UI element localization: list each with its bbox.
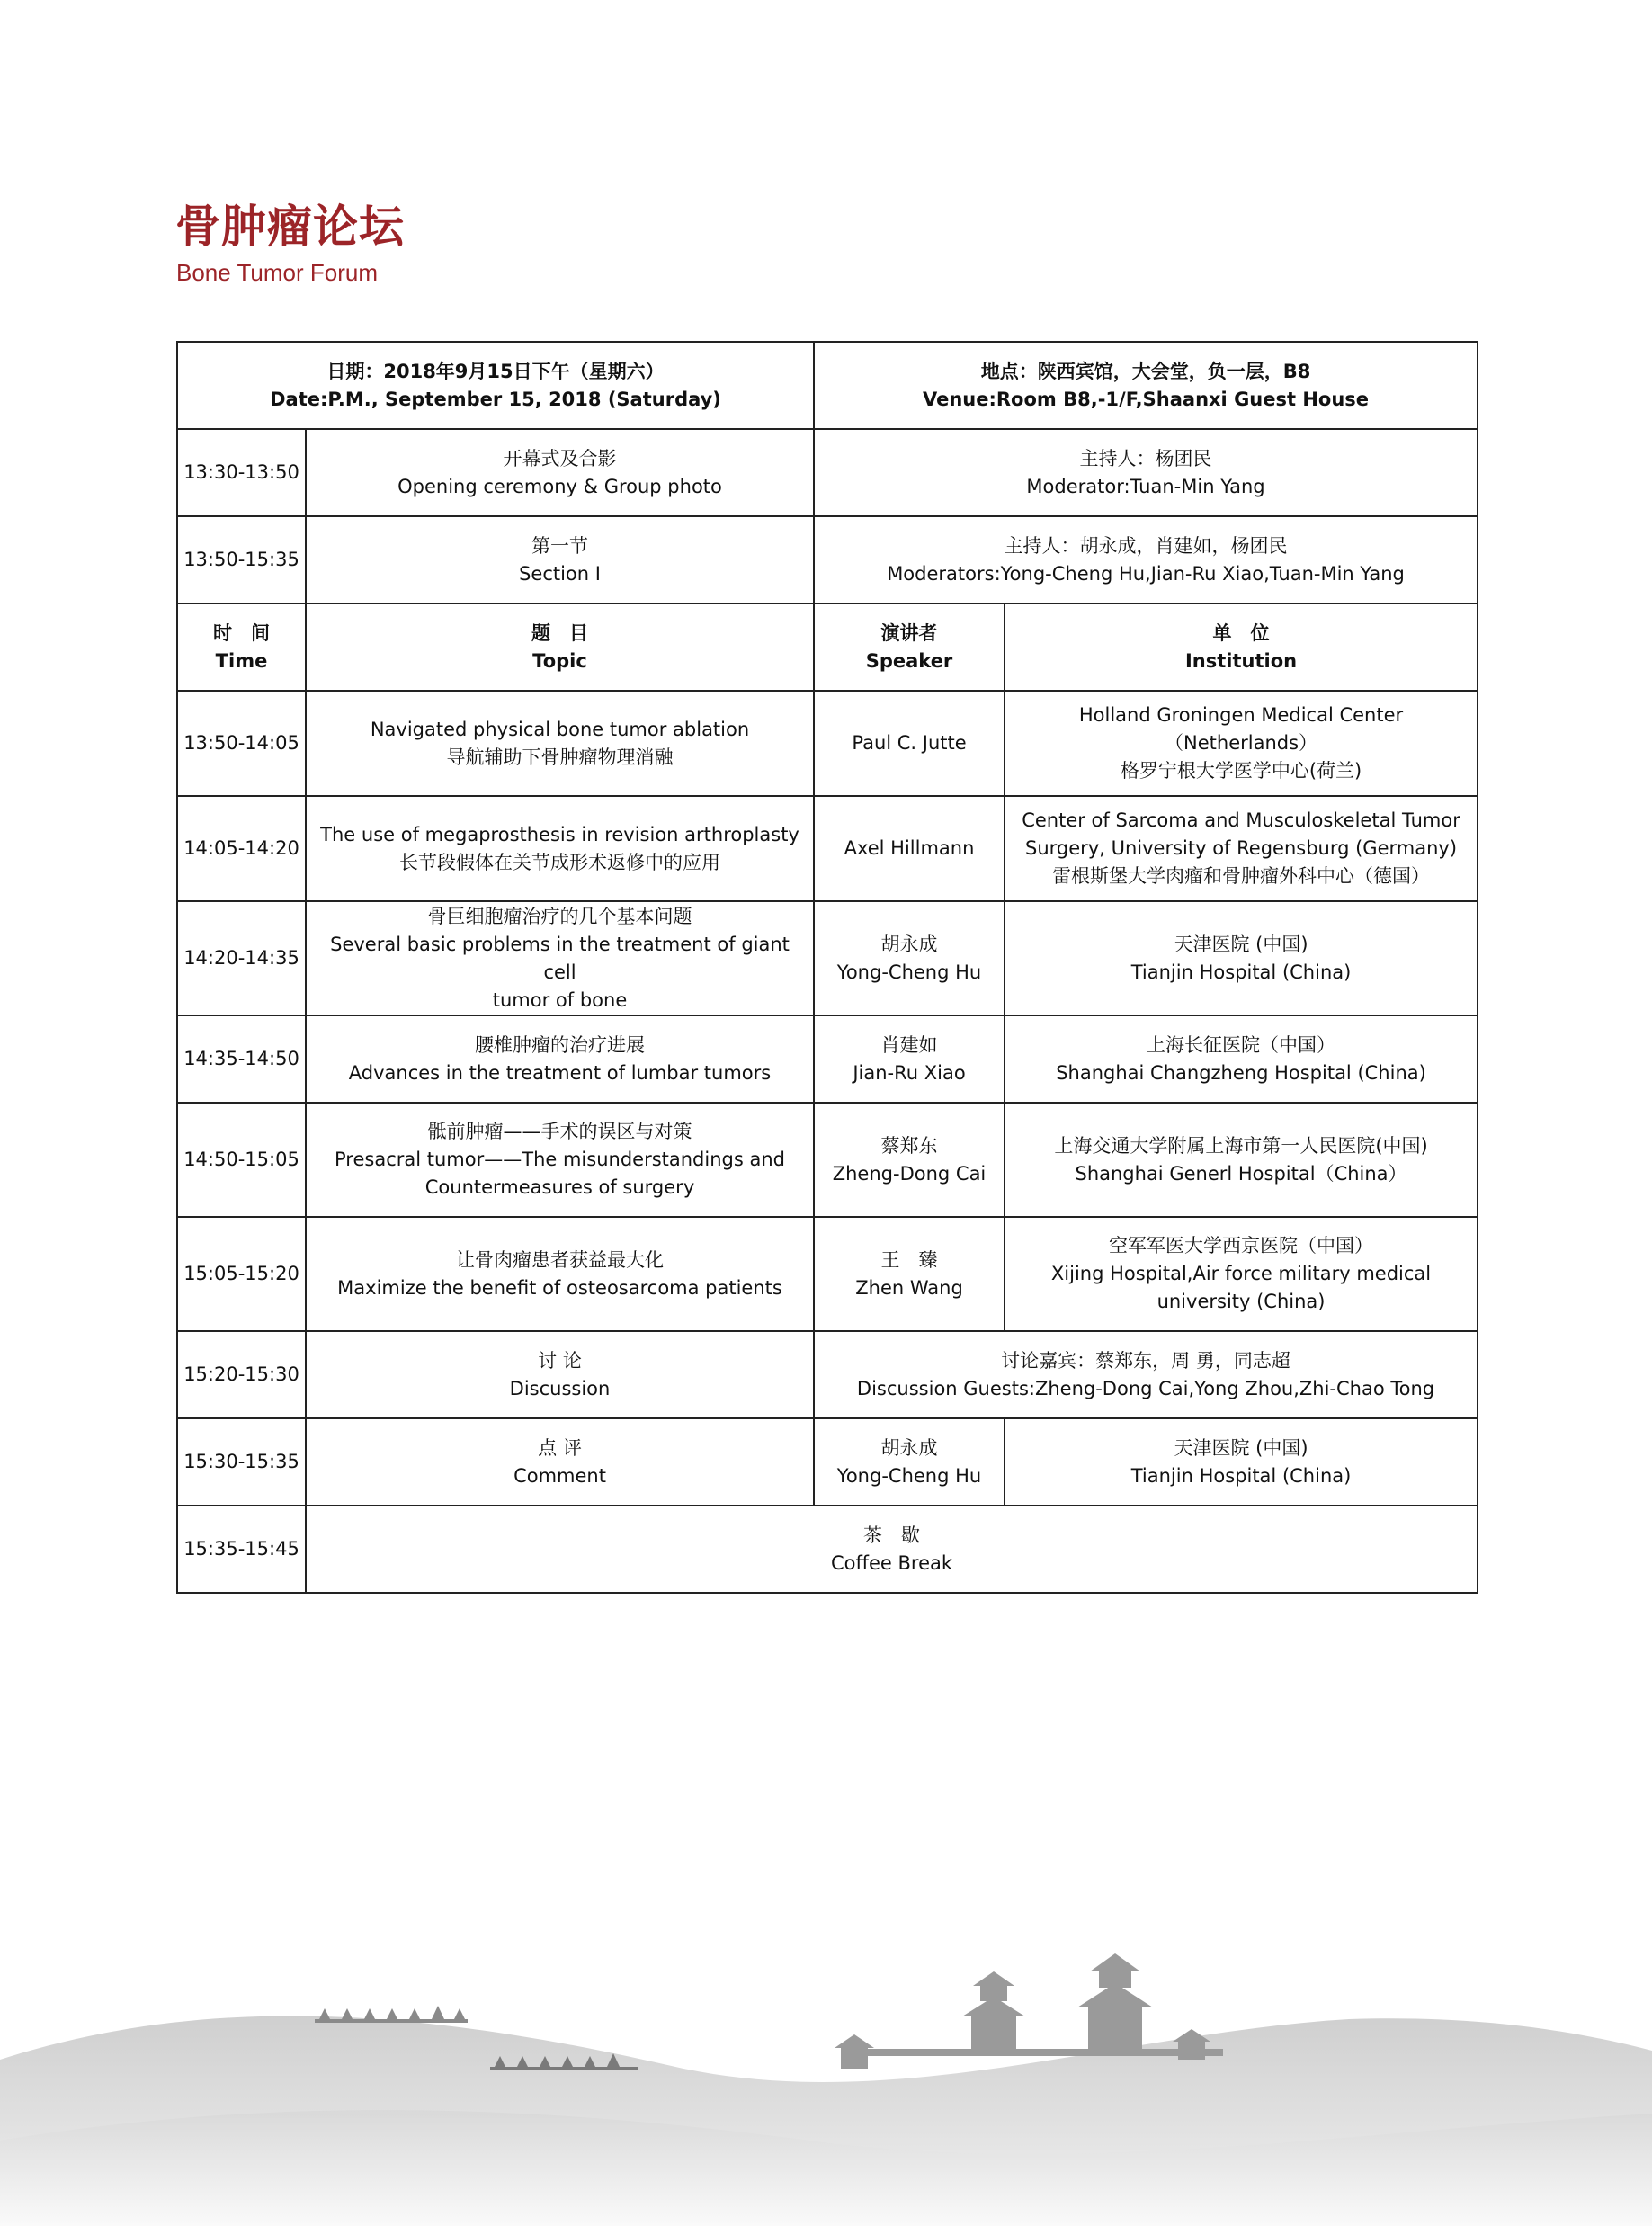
topic-cell <box>306 1418 814 1506</box>
institution-header <box>1005 603 1478 691</box>
topic-cell <box>306 1015 814 1103</box>
topic-cn: 点 评 <box>538 1436 582 1459</box>
speaker-line: 蔡郑东 <box>880 1134 938 1157</box>
guests-cn: 讨论嘉宾：蔡郑东，周 勇，同志超 <box>1001 1349 1290 1372</box>
institution-line: Surgery, University of Regensburg (Germany) <box>1025 837 1458 859</box>
talk-row <box>177 1103 1478 1217</box>
time-cell: 15:20-15:30 <box>177 1331 306 1418</box>
time-cell: 14:35-14:50 <box>177 1015 306 1103</box>
speaker-line: Zheng-Dong Cai <box>832 1162 987 1185</box>
guests-en: Discussion Guests:Zheng-Dong Cai,Yong Zhou,Zhi-Chao Tong <box>856 1377 1435 1399</box>
date-cn: 日期：2018年9月15日下午（星期六） <box>326 360 665 382</box>
time-header-en: Time <box>215 649 268 672</box>
time-header-cn: 时 间 <box>213 621 270 644</box>
institution-line: Holland Groningen Medical Center <box>1078 704 1404 726</box>
topic-line: Advances in the treatment of lumbar tumors <box>348 1061 772 1084</box>
topic-cell <box>306 429 814 516</box>
topic-line: 骶前肿瘤——手术的误区与对策 <box>427 1121 692 1142</box>
forum-title-en: Bone Tumor Forum <box>176 259 378 286</box>
topic-cell <box>306 796 814 901</box>
date-venue-row <box>177 342 1478 429</box>
time-cell: 14:50-15:05 <box>177 1103 306 1217</box>
speaker-cell <box>814 1217 1005 1331</box>
speaker-line: Paul C. Jutte <box>852 732 967 754</box>
topic-en: Discussion <box>509 1377 611 1399</box>
speaker-cell <box>814 1418 1005 1506</box>
talk-row <box>177 691 1478 796</box>
institution-line: 天津医院 (中国) <box>1174 933 1308 955</box>
topic-en: Section I <box>519 562 601 585</box>
institution-line: 空军军医大学西京医院（中国） <box>1109 1235 1374 1256</box>
institution-line: Shanghai Generl Hospital（China） <box>1075 1162 1407 1185</box>
topic-line: 腰椎肿瘤的治疗进展 <box>475 1033 645 1056</box>
discussion-guests-cell <box>814 1331 1478 1418</box>
break-en: Coffee Break <box>831 1551 953 1574</box>
time-cell: 15:30-15:35 <box>177 1418 306 1506</box>
topic-cell <box>306 516 814 603</box>
coffee-break-row <box>177 1506 1478 1593</box>
institution-line: Xijing Hospital,Air force military medical <box>1050 1263 1432 1284</box>
institution-cn: 天津医院 (中国) <box>1174 1436 1308 1459</box>
institution-cell <box>1005 1217 1478 1331</box>
forum-title-cn: 骨肿瘤论坛 <box>175 201 405 253</box>
topic-line: 骨巨细胞瘤治疗的几个基本问题 <box>427 905 692 927</box>
topic-cn: 讨 论 <box>538 1349 582 1372</box>
section-row <box>177 516 1478 603</box>
desert-landscape-illustration <box>0 1934 1652 2226</box>
topic-cn: 第一节 <box>531 534 588 557</box>
institution-cell <box>1005 901 1478 1015</box>
moderator-cell <box>814 429 1478 516</box>
institution-line: 上海交通大学附属上海市第一人民医院(中国) <box>1054 1134 1428 1157</box>
topic-cell <box>306 691 814 796</box>
speaker-cell <box>814 1015 1005 1103</box>
time-header <box>177 603 306 691</box>
discussion-row <box>177 1331 1478 1418</box>
topic-line: tumor of bone <box>492 988 628 1011</box>
time-cell: 14:05-14:20 <box>177 796 306 901</box>
topic-header-en: Topic <box>532 649 587 672</box>
institution-cell <box>1005 796 1478 901</box>
talk-row <box>177 1217 1478 1331</box>
speaker-header <box>814 603 1005 691</box>
talk-row <box>177 796 1478 901</box>
speaker-cell <box>814 691 1005 796</box>
institution-line: university (China) <box>1156 1291 1326 1312</box>
topic-line: Presacral tumor——The misunderstandings and <box>335 1149 785 1170</box>
speaker-line: Jian-Ru Xiao <box>853 1061 966 1084</box>
moderators-en: Moderators:Yong-Cheng Hu,Jian-Ru Xiao,Tuan-Min Yang <box>887 562 1405 585</box>
institution-line: 上海长征医院（中国） <box>1147 1033 1336 1056</box>
topic-header <box>306 603 814 691</box>
speaker-cell <box>814 796 1005 901</box>
topic-en: Opening ceremony & Group photo <box>397 475 722 497</box>
time-cell: 13:50-14:05 <box>177 691 306 796</box>
speaker-cell <box>814 1103 1005 1217</box>
speaker-cn: 胡永成 <box>880 1436 938 1459</box>
institution-cell <box>1005 1015 1478 1103</box>
venue-en: Venue:Room B8,-1/F,Shaanxi Guest House <box>923 388 1370 410</box>
pagoda-towers <box>835 1953 1223 2069</box>
topic-cell <box>306 1217 814 1331</box>
comment-row <box>177 1418 1478 1506</box>
break-cell <box>306 1506 1478 1593</box>
topic-cell <box>306 901 814 1015</box>
time-cell: 15:05-15:20 <box>177 1217 306 1331</box>
speaker-line: Axel Hillmann <box>844 837 975 859</box>
institution-line: 雷根斯堡大学肉瘤和骨肿瘤外科中心（德国） <box>1052 865 1431 887</box>
institution-header-en: Institution <box>1184 649 1298 672</box>
speaker-line: 肖建如 <box>880 1033 938 1056</box>
topic-cell <box>306 1331 814 1418</box>
speaker-header-cn: 演讲者 <box>880 621 938 644</box>
date-en: Date:P.M., September 15, 2018 (Saturday) <box>270 388 721 410</box>
institution-line: （Netherlands） <box>1165 732 1318 754</box>
institution-line: Center of Sarcoma and Musculoskeletal Tumor <box>1022 809 1460 831</box>
talk-row <box>177 1015 1478 1103</box>
camel-caravan-top <box>315 2006 468 2023</box>
topic-line: Countermeasures of surgery <box>424 1176 695 1198</box>
venue-cell <box>814 342 1478 429</box>
program-table <box>176 341 1478 1594</box>
talk-row <box>177 901 1478 1015</box>
column-header-row <box>177 603 1478 691</box>
topic-line: 让骨肉瘤患者获益最大化 <box>456 1248 664 1271</box>
venue-cn: 地点：陕西宾馆，大会堂，负一层，B8 <box>980 360 1311 382</box>
break-cn: 茶 歇 <box>863 1524 921 1546</box>
institution-cell <box>1005 1418 1478 1506</box>
institution-en: Tianjin Hospital (China) <box>1130 1464 1352 1487</box>
moderator-cn: 主持人：杨团民 <box>1079 447 1212 469</box>
topic-cell <box>306 1103 814 1217</box>
topic-line: Several basic problems in the treatment of giant cell <box>330 933 790 983</box>
speaker-line: Zhen Wang <box>855 1276 963 1299</box>
time-cell: 14:20-14:35 <box>177 901 306 1015</box>
institution-line: 格罗宁根大学医学中心(荷兰) <box>1120 760 1362 782</box>
topic-line: Maximize the benefit of osteosarcoma patients <box>337 1276 782 1299</box>
topic-cn: 开幕式及合影 <box>503 447 617 469</box>
speaker-cell <box>814 901 1005 1015</box>
time-cell: 13:50-15:35 <box>177 516 306 603</box>
time-cell: 13:30-13:50 <box>177 429 306 516</box>
topic-line: The use of megaprosthesis in revision arthroplasty <box>320 823 799 845</box>
topic-line: Navigated physical bone tumor ablation <box>370 718 750 740</box>
speaker-header-en: Speaker <box>865 649 953 672</box>
institution-header-cn: 单 位 <box>1212 621 1270 644</box>
speaker-en: Yong-Cheng Hu <box>836 1464 982 1487</box>
speaker-line: Yong-Cheng Hu <box>836 961 982 983</box>
topic-header-cn: 题 目 <box>531 621 588 644</box>
topic-en: Comment <box>513 1464 606 1487</box>
institution-line: Shanghai Changzheng Hospital (China) <box>1056 1061 1426 1084</box>
topic-line: 导航辅助下骨肿瘤物理消融 <box>446 746 674 768</box>
institution-line: Tianjin Hospital (China) <box>1130 961 1352 983</box>
institution-cell <box>1005 1103 1478 1217</box>
speaker-line: 王 臻 <box>880 1248 938 1271</box>
moderator-cell <box>814 516 1478 603</box>
time-cell: 15:35-15:45 <box>177 1506 306 1593</box>
moderators-cn: 主持人：胡永成，肖建如，杨团民 <box>1004 534 1288 557</box>
moderator-en: Moderator:Tuan-Min Yang <box>1026 475 1265 497</box>
topic-line: 长节段假体在关节成形术返修中的应用 <box>399 851 720 873</box>
opening-row <box>177 429 1478 516</box>
date-cell <box>177 342 814 429</box>
institution-cell <box>1005 691 1478 796</box>
speaker-line: 胡永成 <box>880 933 938 955</box>
